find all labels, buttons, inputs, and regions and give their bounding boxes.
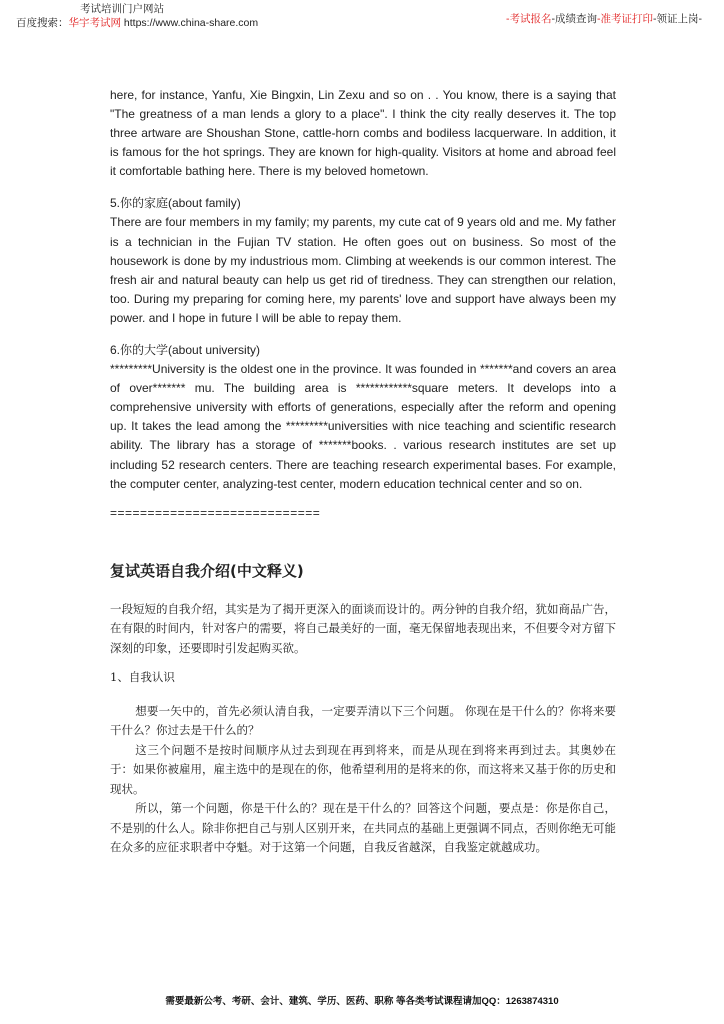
chinese-paragraph-2: 这三个问题不是按时间顺序从过去到现在再到将来，而是从现在到将来再到过去。其奥妙在于：如果你被雇用，雇主选中的是现在的你，他希望利用的是将来的你，而这将来又基于你的历史和现状。 [110,742,616,796]
university-paragraph: *********University is the oldest one in the province. It was founded in *******and covers an area of over******* mu. The building area is ************square meters. It develops into a comprehensive university with efforts of generations, especially after the reform and opening up. It takes the lead among the *********universities with nice teaching and scientific research ability. The library has a storage of *******books. . various research institutes are set up including 52 research centers. There are teaching research experimental bases. For example, the computer center, analyzing-test center, modern education technical center and so on. [110,362,616,491]
exam-signup-link[interactable]: -考试报名 [506,13,552,25]
search-label: 百度搜索： [16,17,69,29]
brand-name[interactable]: 华宇考试网 [68,17,121,29]
page-header-left [16,2,258,30]
certificate-link[interactable]: -领证上岗- [653,13,702,25]
document-body [110,86,616,858]
header-links [506,11,702,26]
family-paragraph: There are four members in my family; my parents, my cute cat of 9 years old and me. My father is a technician in the Fujian TV station. He often goes out on business. So most of the housework is done by my industrious mom. Climbing at weekends is our common interest. The fresh air and natural beauty can help us get rid of tiredness. They can strengthen our relation, too. During my preparing for coming here, my parents' love and support have always been my power. and I hope in future I will be able to repay them. [110,215,616,325]
chinese-section-heading: 复试英语自我介绍(中文释义) [110,561,304,580]
chinese-paragraph-3: 所以，第一个问题，你是干什么的？现在是干什么的？回答这个问题，要点是：你是你自己，不是别的什么人。除非你把自己与别人区别开来，在共同点的基础上更强调不同点，否则你绝无可能在众多的应征求职者中夺魁。对于这第一个问题，自我反省越深，自我鉴定就越成功。 [110,801,616,855]
page-footer: 需要最新公考、考研、会计、建筑、学历、医药、职称 等各类考试课程请加QQ：1263874310 [165,996,559,1007]
site-name: 考试培训门户网站 [80,3,164,15]
chinese-intro-paragraph: 一段短短的自我介绍，其实是为了揭开更深入的面谈而设计的。两分钟的自我介绍，犹如商品广告，在有限的时间内，针对客户的需要，将自己最美好的一面，毫无保留地表现出来，不但要令对方留下深刻的印象，还要即时引发起购买欲。 [110,601,616,655]
separator-line: ============================ [110,505,321,520]
hometown-paragraph: here, for instance, Yanfu, Xie Bingxin, Lin Zexu and so on . . You know, there is a saying that "The greatness of a man lends a glory to a place". I think the city really deserves it. The top three artware are Shoushan Stone, cattle-horn combs and bodiless lacquerware. In addition, it is famous for the hot springs. They are known for high-quality. Visitors at home and abroad feel it comfortable bathing here. There is my beloved hometown. [110,88,616,179]
family-section-title: 5.你的家庭(about family) [110,196,241,211]
admission-ticket-link[interactable]: -准考证打印 [597,13,653,25]
site-url[interactable]: https://www.china-share.com [121,17,259,29]
self-knowledge-heading: 1、自我认识 [110,670,175,685]
score-query-link[interactable]: -成绩查询 [551,13,597,25]
university-section-title: 6.你的大学(about university) [110,343,261,358]
chinese-paragraph-1: 想要一矢中的，首先必须认清自我，一定要弄清以下三个问题。 你现在是干什么的？你将来要干什么？你过去是干什么的？ [110,703,616,738]
search-hint [16,16,258,30]
